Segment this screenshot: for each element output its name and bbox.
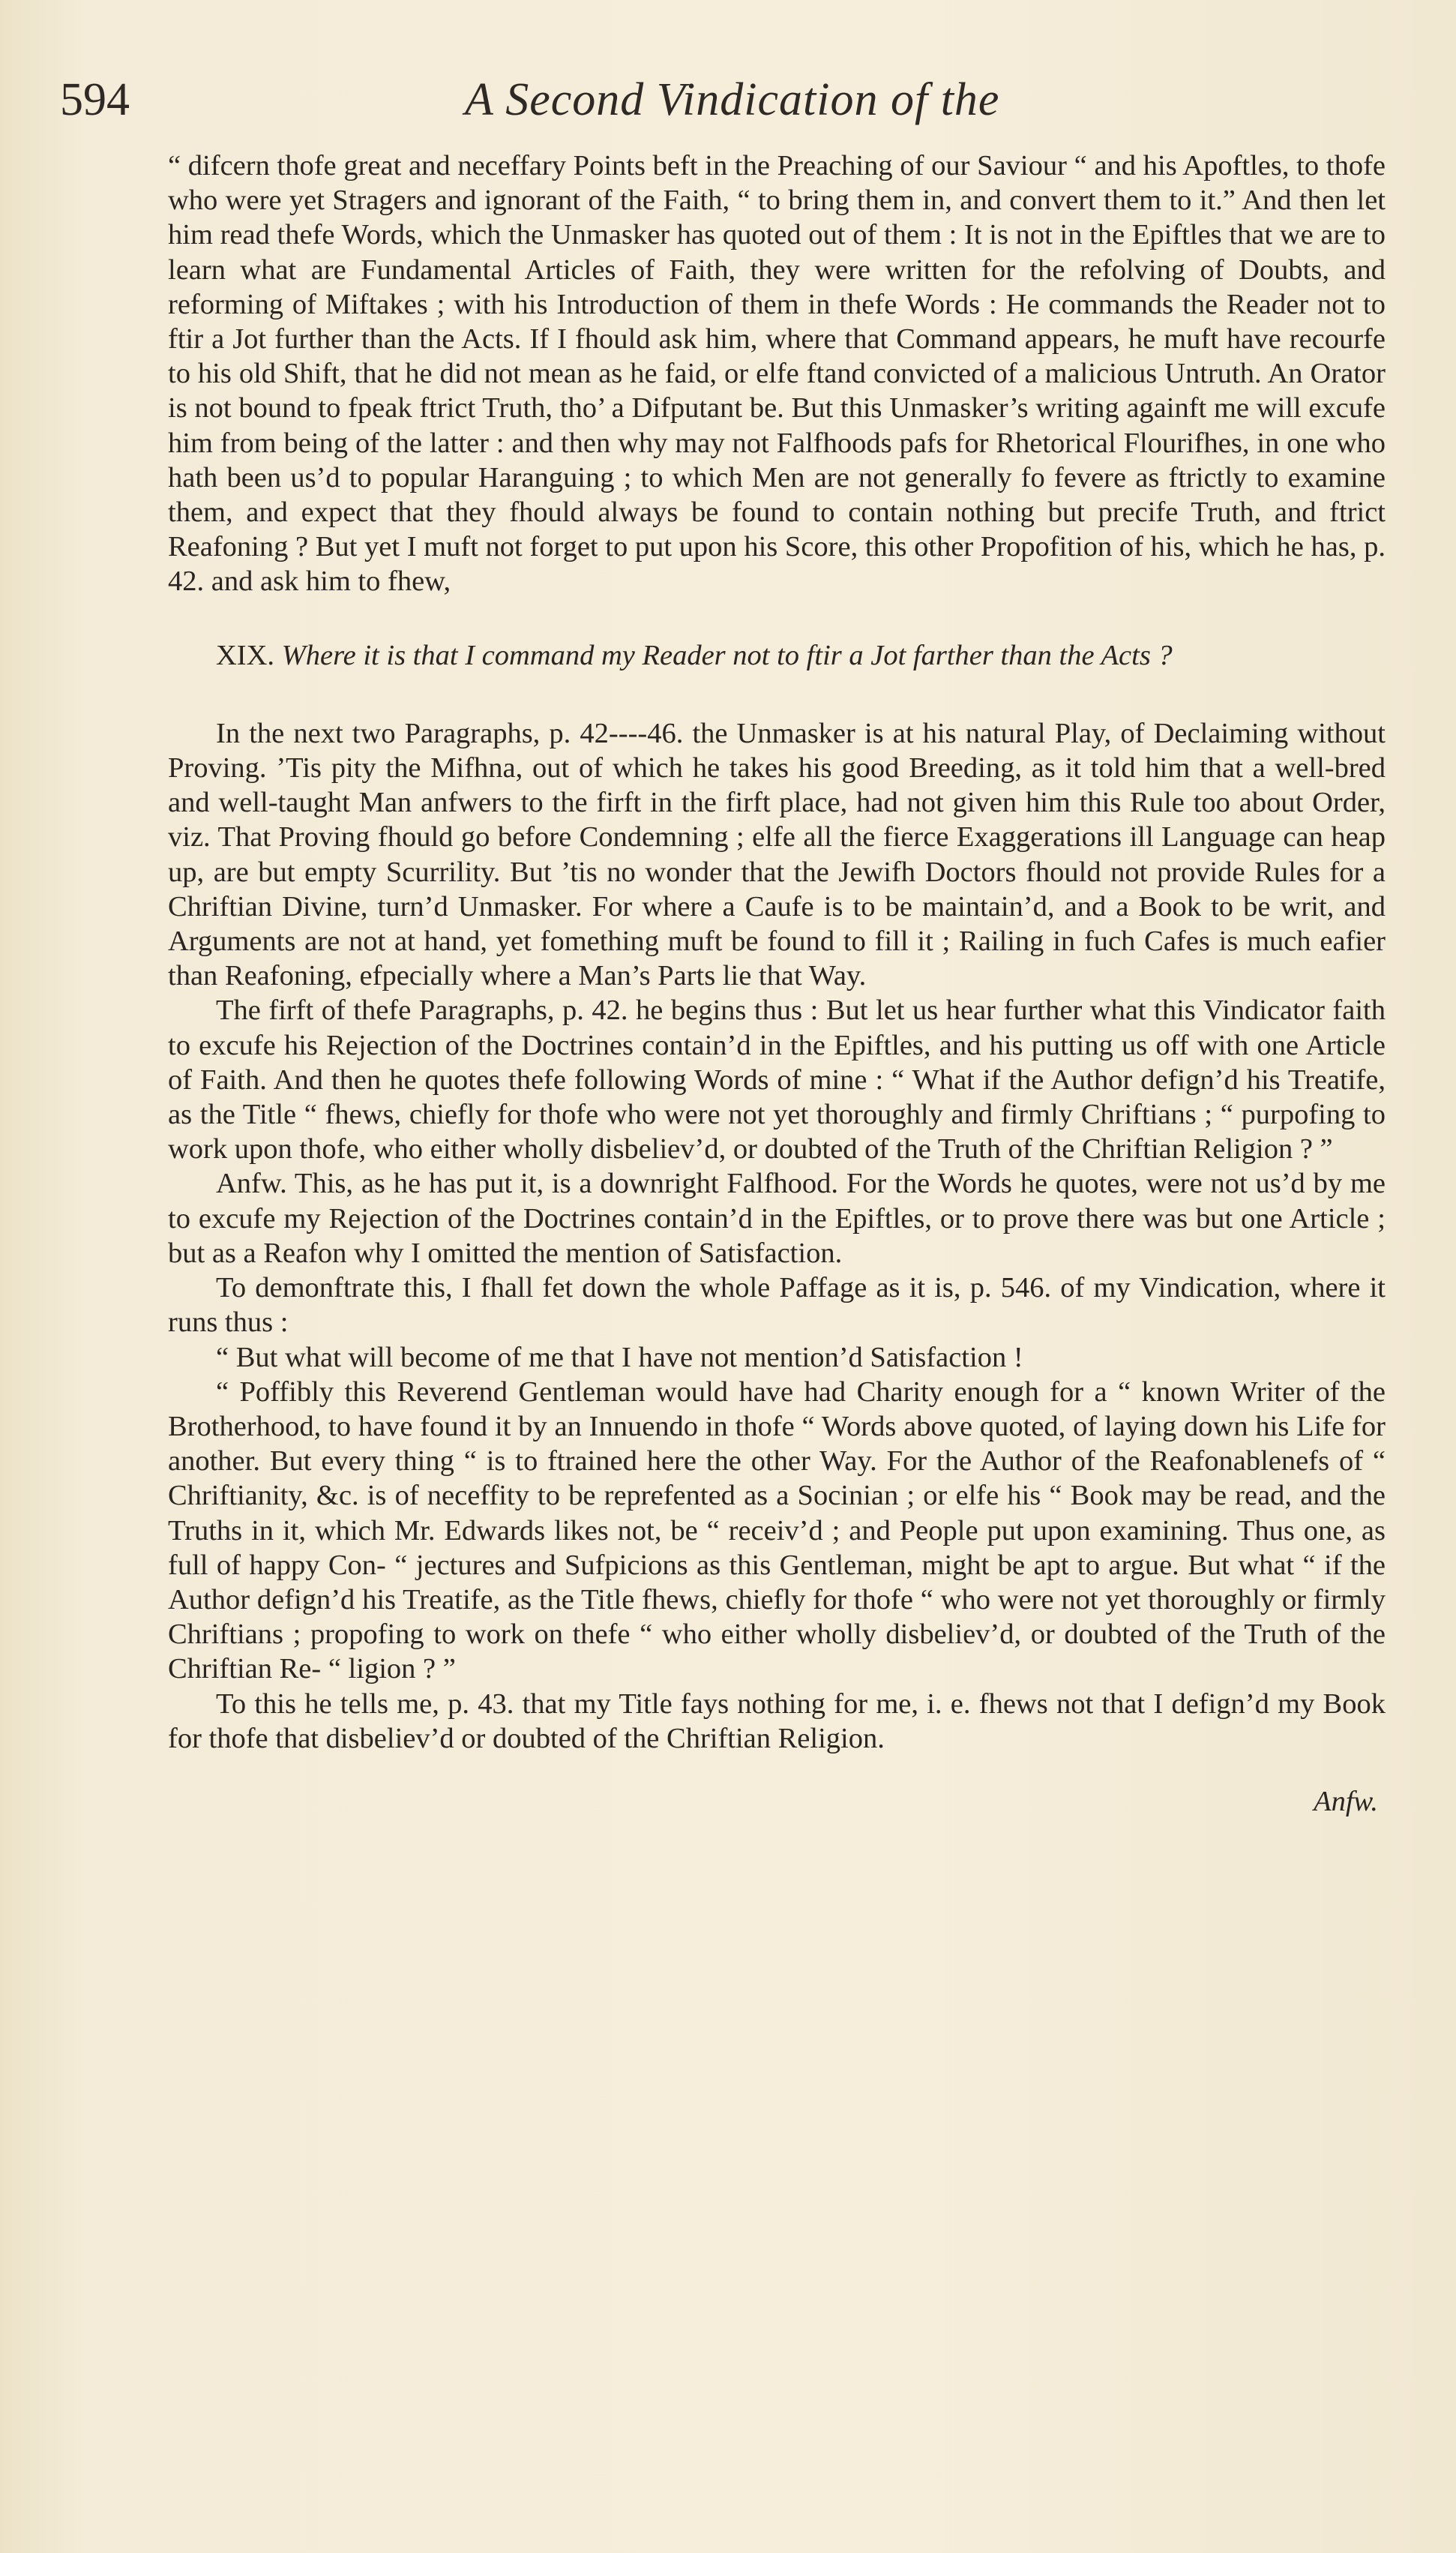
paragraph: To demonftrate this, I fhall fet down the whole Paffage as it is, p. 546. of my Vindication, where it runs thus : bbox=[168, 1272, 1386, 1339]
section-heading bbox=[168, 638, 1386, 673]
paragraph: Anfw. This, as he has put it, is a downright Falfhood. For the Words he quotes, were not us’d by me to excufe my Rejection of the Doctrines contain’d in the Epiftles, or to prove there was but one Article ; but as a Reafon why I omitted the mention of Satisfaction. bbox=[168, 1168, 1386, 1269]
page-number: 594 bbox=[60, 74, 130, 125]
quotation-paragraph: “ Poffibly this Reverend Gentleman would have had Charity enough for a “ known Writer of the Brotherhood, to have found it by an Innuendo in thofe “ Words above quoted, of laying down his Life for another. But every thing “ is to ftrained here the other Way. For the Author of the Reafonablenefs of “ Chriftianity, &c. is of neceffity to be reprefented as a Socinian ; or elfe his “ Book may be read, and the Truths in it, which Mr. Edwards likes not, be “ receiv’d ; and People put upon examining. Thus one, as full of happy Con- “ jectures and Sufpicions as this Gentleman, might be apt to argue. But what “ if the Author defign’d his Treatife, as the Title fhews, chiefly for thofe “ who were not yet thoroughly or firmly Chriftians ; propofing to work on thefe “ who either wholly disbeliev’d, or doubted of the Truth of the Chriftian Re- “ ligion ? ” bbox=[168, 1376, 1386, 1685]
page-header bbox=[60, 74, 1410, 141]
section-number: XIX. bbox=[216, 639, 275, 671]
paragraph-continuation: “ difcern thofe great and neceffary Points beft in the Preaching of our Saviour “ and his Apoftles, to thofe who were yet Stragers and ignorant of the Faith, “ to bring them in, and convert them to it.” And then let him read thefe Words, which the Unmasker has quoted out of them : It is not in the Epiftles that we are to learn what are Fundamental Articles of Faith, they were written for the refolving of Doubts, and reforming of Miftakes ; with his Introduction of them in thefe Words : He commands the Reader not to ftir a Jot further than the Acts. If I fhould ask him, where that Command appears, he muft have recourfe to his old Shift, that he did not mean as he faid, or elfe ftand convicted of a malicious Untruth. An Orator is not bound to fpeak ftrict Truth, tho’ a Difputant be. But this Unmasker’s writing againft me will excufe him from being of the latter : and then why may not Falfhoods pafs for Rhetorical Flourifhes, in one who hath been us’d to popular Haranguing ; to which Men are not generally fo fevere as ftrictly to examine them, and expect that they fhould always be found to contain nothing but precife Truth, and ftrict Reafoning ? But yet I muft not forget to put upon his Score, this other Propofition of his, which he has, p. 42. and ask him to fhew, bbox=[168, 150, 1386, 598]
running-head: A Second Vindication of the bbox=[465, 74, 1000, 125]
paragraph: In the next two Paragraphs, p. 42----46. the Unmasker is at his natural Play, of Declaiming without Proving. ’Tis pity the Mifhna, out of which he takes his good Breeding, as it told him that a well-bred and well-taught Man anfwers to the firft in the firft place, had not given him this Rule too about Order, viz. That Proving fhould go before Condemning ; elfe all the fierce Exaggerations ill Language can heap up, are but empty Scurrility. But ’tis no wonder that the Jewifh Doctors fhould not provide Rules for a Chriftian Divine, turn’d Unmasker. For where a Caufe is to be maintain’d, and a Book to be writ, and Arguments are not at hand, yet fomething muft be found to fill it ; Railing in fuch Cafes is much eafier than Reafoning, efpecially where a Man’s Parts lie that Way. bbox=[168, 717, 1386, 992]
page-body bbox=[168, 148, 1386, 1819]
paragraph: To this he tells me, p. 43. that my Title fays nothing for me, i. e. fhews not that I defign’d my Book for thofe that disbeliev’d or doubted of the Chriftian Religion. bbox=[168, 1688, 1386, 1754]
section-heading-text: Where it is that I command my Reader not to ftir a Jot farther than the Acts ? bbox=[281, 639, 1173, 671]
paragraph: The firft of thefe Paragraphs, p. 42. he begins thus : But let us hear further what this Vindicator faith to excufe his Rejection of the Doctrines contain’d in the Epiftles, and his putting us off with one Article of Faith. And then he quotes thefe following Words of mine : “ What if the Author defign’d his Treatife, as the Title “ fhews, chiefly for thofe who were not yet thoroughly and firmly Chriftians ; “ purpofing to work upon thofe, who either wholly disbeliev’d, or doubted of the Truth of the Chriftian Religion ? ” bbox=[168, 994, 1386, 1166]
quotation-line: “ But what will become of me that I have not mention’d Satisfaction ! bbox=[216, 1341, 1023, 1373]
catchword: Anfw. bbox=[1314, 1785, 1378, 1817]
